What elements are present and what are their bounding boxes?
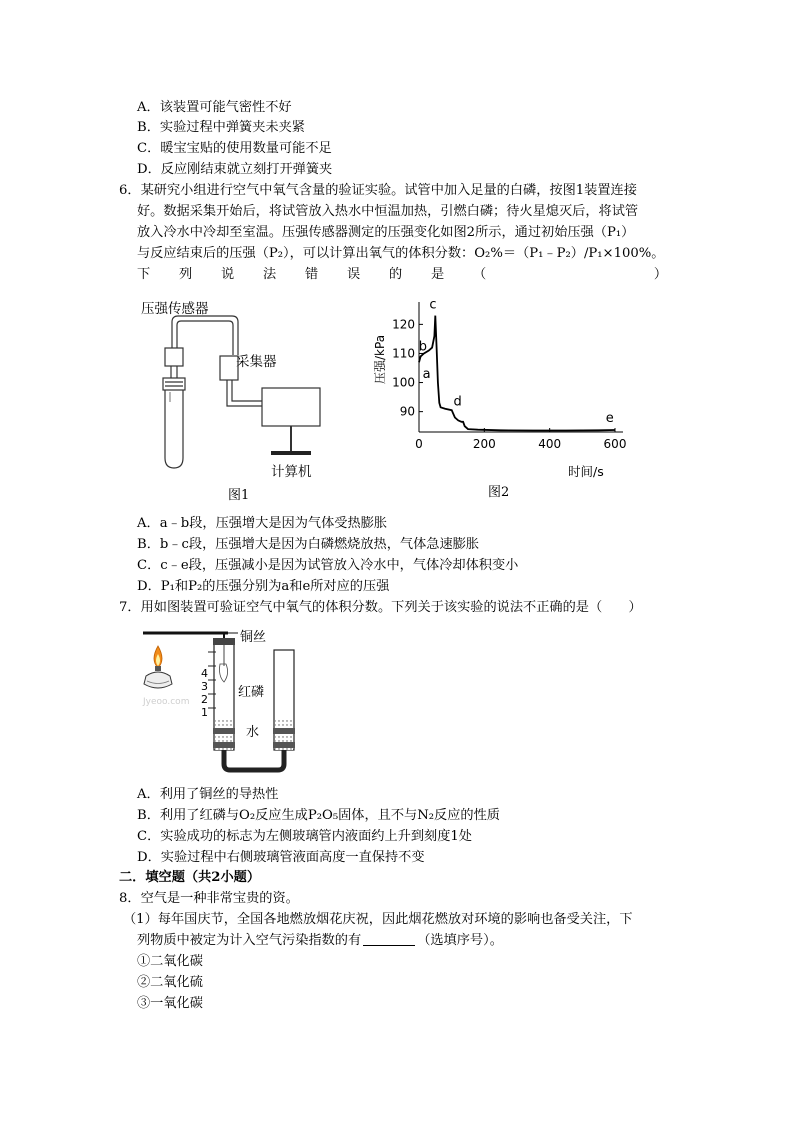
- point-label-a: a: [422, 367, 431, 383]
- point-label-d: d: [453, 394, 462, 410]
- x-tick-label: 0: [415, 437, 423, 451]
- q8-sub1-line1: （1）每年国庆节，全国各地燃放烟花庆祝，因此烟花燃放对环境的影响也备受关注，下: [123, 912, 633, 927]
- y-tick-label: 100: [392, 375, 415, 390]
- q8-sub1-hint: （选填序号）。: [417, 933, 503, 948]
- copper-wire-label: 铜丝: [240, 630, 267, 645]
- q7-option-a: A．利用了铜丝的导热性: [137, 787, 279, 802]
- q6-option-b: B．b﹣c段，压强增大是因为白磷燃烧放热，气体急速膨胀: [137, 537, 480, 552]
- q7-option-c: C．实验成功的标志为左侧玻璃管内液面约上升到刻度1处: [137, 829, 472, 844]
- figure1-apparatus: [150, 310, 350, 480]
- q6-option-d: D．P₁和P₂的压强分别为a和e所对应的压强: [137, 579, 390, 594]
- q6-char: 的: [389, 267, 403, 282]
- answer-blank[interactable]: [363, 931, 415, 946]
- scale-mark-4: 4: [201, 667, 208, 680]
- fig2-caption: 图2: [488, 485, 510, 500]
- q6-stem-line4: 与反应结束后的压强（P₂），可以计算出氧气的体积分数：O₂%＝（P₁﹣P₂）/P₁×100%。: [137, 246, 665, 261]
- q7-stem: 7．用如图装置可验证空气中氧气的体积分数。下列关于该实验的说法不正确的是（ ）: [119, 600, 642, 615]
- q6-char: ）: [653, 267, 667, 282]
- q6-stem-line3: 放入冷水中冷却至室温。压强传感器测定的压强变化如图2所示，通过初始压强（P₁）: [137, 225, 635, 240]
- figure2-pressure-chart: [365, 292, 640, 477]
- q6-char: 是: [431, 267, 445, 282]
- q8-item-2: ②二氧化硫: [137, 975, 203, 990]
- q8-item-3: ③一氧化碳: [137, 996, 203, 1011]
- q6-char: 错: [305, 267, 319, 282]
- x-tick-label: 400: [538, 437, 562, 451]
- point-label-b: b: [418, 339, 428, 355]
- point-label-c: c: [429, 297, 437, 313]
- scale-mark-1: 1: [201, 706, 208, 719]
- alcohol-lamp-icon: [144, 646, 172, 688]
- q6-stem-line5: [137, 265, 667, 285]
- section-2-heading: 二．填空题（共2小题）: [119, 870, 261, 885]
- q6-char: 列: [179, 267, 193, 282]
- q6-option-c: C．c﹣e段，压强减小是因为试管放入冷水中，气体冷却体积变小: [137, 558, 519, 573]
- fig1-sensor-label: 压强传感器: [141, 301, 209, 317]
- q5-option-b: B．实验过程中弹簧夹未夹紧: [137, 120, 305, 135]
- q5-option-a: A．该装置可能气密性不好: [137, 100, 292, 115]
- water-label: 水: [246, 725, 260, 740]
- pressure-series-line: [419, 316, 615, 431]
- y-tick-label: 110: [392, 346, 415, 361]
- fig1-caption: 图1: [228, 488, 250, 503]
- q6-char: 法: [263, 267, 277, 282]
- q6-char: 下: [137, 267, 151, 282]
- x-axis-label: 时间/s: [568, 464, 604, 479]
- red-phosphorus-label: 红磷: [238, 685, 265, 700]
- point-label-e: e: [605, 410, 614, 426]
- q5-option-d: D．反应刚结束就立刻打开弹簧夹: [137, 162, 333, 177]
- fig1-computer-label: 计算机: [271, 464, 312, 480]
- q8-sub1-text: 列物质中被定为计入空气污染指数的有: [137, 933, 362, 948]
- fig1-collector-label: 采集器: [236, 354, 277, 370]
- y-tick-label: 90: [399, 404, 415, 419]
- q8-sub1-line2: [137, 931, 503, 951]
- scale-mark-2: 2: [201, 693, 208, 706]
- q7-option-d: D．实验过程中右侧玻璃管液面高度一直保持不变: [137, 850, 425, 865]
- q5-option-c: C．暖宝宝贴的使用数量可能不足: [137, 141, 332, 156]
- watermark: Jyeoo.com: [143, 697, 190, 707]
- y-axis-label: 压强/kPa: [373, 334, 387, 384]
- q8-stem: 8．空气是一种非常宝贵的资。: [119, 891, 299, 906]
- q7-option-b: B．利用了红磷与O₂反应生成P₂O₅固体，且不与N₂反应的性质: [137, 808, 500, 823]
- q6-stem-line2: 好。数据采集开始后，将试管放入热水中恒温加热，引燃白磷；待火星熄灭后，将试管: [137, 204, 639, 219]
- q8-item-1: ①二氧化碳: [137, 954, 203, 969]
- x-tick-label: 600: [603, 437, 627, 451]
- q6-char: （: [473, 267, 487, 282]
- scale-mark-3: 3: [201, 680, 208, 693]
- q6-char: 说: [221, 267, 235, 282]
- q6-option-a: A．a﹣b段，压强增大是因为气体受热膨胀: [137, 516, 388, 531]
- x-tick-label: 200: [472, 437, 496, 451]
- y-tick-label: 120: [392, 317, 415, 332]
- q6-stem-line1: 6．某研究小组进行空气中氧气含量的验证实验。试管中加入足量的白磷，按图1装置连接: [119, 183, 637, 198]
- q6-char: 误: [347, 267, 361, 282]
